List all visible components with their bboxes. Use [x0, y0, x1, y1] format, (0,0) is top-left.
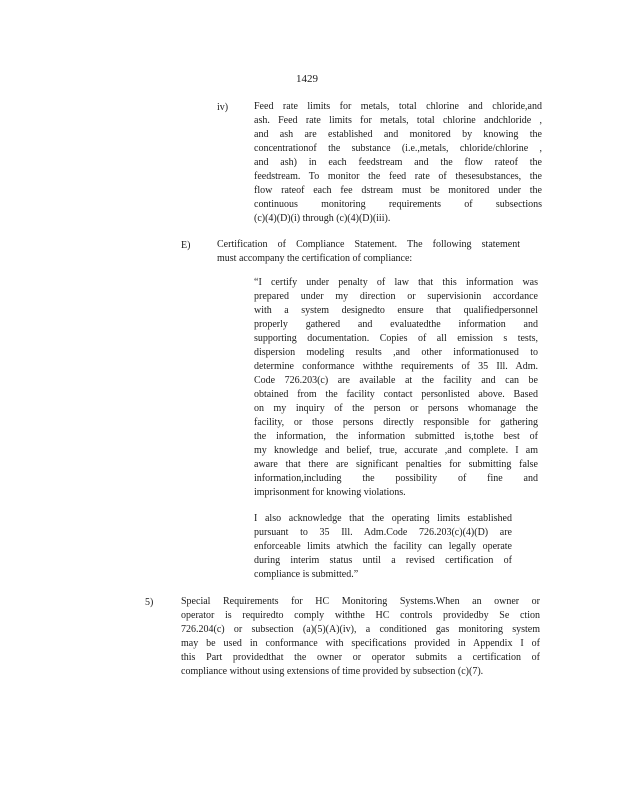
item-e-text: [217, 238, 520, 266]
text-line: feedstream. To monitor the feed rate of thesesubstances, the: [254, 171, 542, 182]
text-line: on my inquiry of the person or persons whomanage the: [254, 403, 538, 414]
text-line: operator is requiredto comply withthe HC controls providedby Se ction: [181, 610, 540, 621]
text-line: pursuant to 35 Ill. Adm.Code 726.203(c)(4)(D) are: [254, 527, 512, 538]
item-iv-label: iv): [217, 102, 229, 113]
text-line: my knowledge and belief, true, accurate ,and complete. I am: [254, 445, 538, 456]
text-line: obtained from the facility contact personlisted above. Based: [254, 389, 538, 400]
text-line: imprisonment for knowing violations.: [254, 487, 406, 498]
text-line: compliance without using extensions of time provided by subsection (c)(7).: [181, 666, 484, 677]
text-line: and ash are established and monitored by knowing the: [254, 129, 542, 140]
text-line: facility, or those persons directly responsible for gathering: [254, 417, 538, 428]
acknowledgement-quote: [254, 512, 512, 582]
text-line: supporting documentation. Copies of all emission s tests,: [254, 333, 538, 344]
text-line: enforceable limits atwhich the facility can legally operate: [254, 541, 512, 552]
page-number: 1429: [296, 73, 318, 85]
text-line: continuous monitoring requirements of subsections: [254, 199, 542, 210]
text-line: (c)(4)(D)(i) through (c)(4)(D)(iii).: [254, 213, 391, 224]
text-line: concentrationof the substance (i.e.,metals, chloride/chlorine ,: [254, 143, 542, 154]
item-5-text: [181, 595, 540, 679]
text-line: “I certify under penalty of law that this information was: [254, 277, 538, 288]
text-line: the information, the information submitted is,tothe best of: [254, 431, 538, 442]
text-line: Code 726.203(c) are available at the facility and can be: [254, 375, 538, 386]
text-line: Special Requirements for HC Monitoring Systems.When an owner or: [181, 596, 540, 607]
text-line: during interim status until a revised certification of: [254, 555, 512, 566]
text-line: aware that there are significant penalties for submitting false: [254, 459, 538, 470]
text-line: compliance is submitted.”: [254, 569, 359, 580]
text-line: I also acknowledge that the operating limits established: [254, 513, 512, 524]
text-line: flow rateof each fee dstream must be monitored under the: [254, 185, 542, 196]
item-e-label: E): [181, 240, 191, 251]
text-line: with a system designedto ensure that qualifiedpersonnel: [254, 305, 538, 316]
text-line: dispersion modeling results ,and other informationused to: [254, 347, 538, 358]
item-iv-text: [254, 100, 542, 226]
text-line: may be used in conformance with specifications provided in Appendix I of: [181, 638, 540, 649]
text-line: Feed rate limits for metals, total chlorine and chloride,and: [254, 101, 542, 112]
text-line: and ash) in each feedstream and the flow rateof the: [254, 157, 542, 168]
text-line: prepared under my direction or supervisionin accordance: [254, 291, 538, 302]
text-line: ash. Feed rate limits for metals, total chlorine andchloride ,: [254, 115, 542, 126]
text-line: this Part providedthat the owner or operator submits a certification of: [181, 652, 540, 663]
text-line: must accompany the certification of compliance:: [217, 253, 413, 264]
certification-quote: [254, 276, 538, 500]
text-line: 726.204(c) or subsection (a)(5)(A)(iv), a conditioned gas monitoring system: [181, 624, 540, 635]
item-5-label: 5): [145, 597, 154, 608]
text-line: Certification of Compliance Statement. The following statement: [217, 239, 520, 250]
text-line: information,including the possibility of fine and: [254, 473, 538, 484]
text-line: determine conformance withthe requirements of 35 Ill. Adm.: [254, 361, 538, 372]
text-line: properly gathered and evaluatedthe information and: [254, 319, 538, 330]
